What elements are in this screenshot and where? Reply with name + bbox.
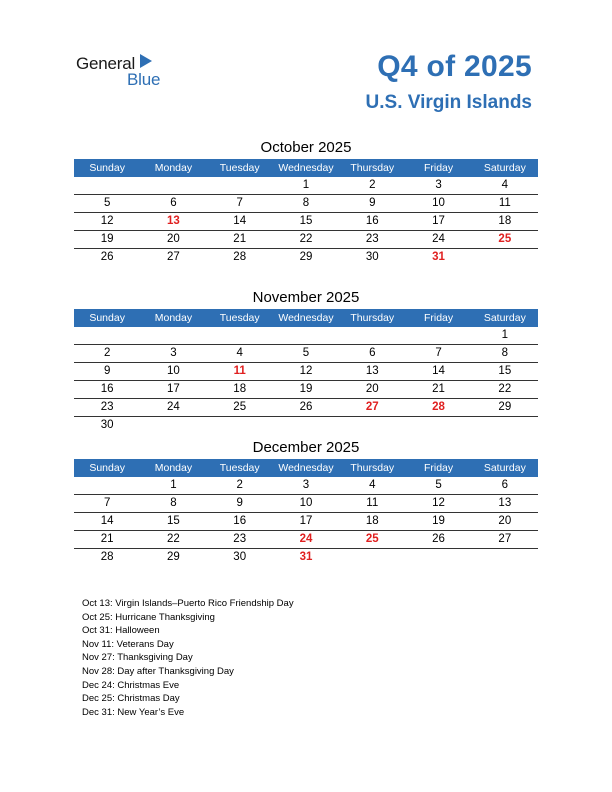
page-subtitle: U.S. Virgin Islands [365, 92, 532, 113]
empty-day-cell [140, 417, 206, 434]
day-cell: 26 [432, 533, 445, 545]
day-cell: 30 [233, 551, 247, 563]
holiday-day-cell: 31 [432, 251, 445, 263]
empty-day-cell [140, 327, 206, 344]
weekday-label: Thursday [350, 312, 395, 324]
day-cell: 22 [498, 383, 512, 395]
day-cell: 5 [302, 347, 310, 359]
week-row [74, 513, 538, 531]
empty-day-cell [405, 417, 471, 434]
weekday-label: Tuesday [219, 462, 260, 474]
empty-day-cell [140, 177, 206, 194]
holiday-note: Nov 11: Veterans Day [82, 638, 174, 650]
day-cell: 3 [170, 347, 177, 359]
day-cell: 29 [498, 401, 512, 413]
weekday-label: Sunday [89, 312, 125, 324]
empty-day-cell [74, 477, 140, 494]
week-row [74, 477, 538, 495]
day-cell: 10 [299, 497, 313, 509]
logo-flag-icon [140, 54, 152, 68]
day-cell: 30 [100, 419, 114, 431]
empty-day-cell [207, 417, 273, 434]
weekday-label: Sunday [89, 162, 125, 174]
day-cell: 8 [501, 347, 509, 359]
day-cell: 8 [170, 497, 177, 509]
day-cell: 5 [435, 479, 442, 491]
month-title: December 2025 [252, 439, 360, 456]
empty-day-cell [339, 417, 405, 434]
day-cell: 7 [435, 347, 442, 359]
day-cell: 3 [302, 479, 310, 491]
day-cell: 4 [501, 179, 509, 191]
day-cell: 26 [100, 251, 114, 263]
holiday-note: Dec 25: Christmas Day [82, 693, 180, 705]
weekday-label: Wednesday [278, 312, 334, 324]
weekday-header-row [74, 459, 538, 477]
day-cell: 8 [302, 197, 310, 209]
empty-day-cell [207, 177, 273, 194]
week-row [74, 327, 538, 345]
holiday-note: Nov 28: Day after Thanksgiving Day [82, 665, 234, 677]
day-cell: 18 [233, 383, 247, 395]
day-cell: 29 [299, 251, 313, 263]
empty-day-cell [74, 327, 140, 344]
day-cell: 4 [369, 479, 376, 491]
empty-day-cell [472, 417, 538, 434]
day-cell: 21 [100, 533, 114, 545]
weekday-label: Monday [154, 462, 193, 474]
holiday-note: Oct 13: Virgin Islands–Puerto Rico Friendship Day [82, 598, 294, 609]
day-cell: 3 [435, 179, 442, 191]
holiday-day-cell: 13 [167, 215, 180, 227]
week-row [74, 381, 538, 399]
week-row [74, 549, 538, 566]
day-cell: 16 [100, 383, 114, 395]
weekday-label: Wednesday [278, 462, 334, 474]
holiday-day-cell: 28 [432, 401, 445, 413]
logo-text-blue: Blue [127, 70, 161, 89]
day-cell: 17 [167, 383, 180, 395]
day-cell: 7 [103, 497, 111, 509]
day-cell: 16 [233, 515, 247, 527]
week-row [74, 363, 538, 381]
day-cell: 14 [432, 365, 445, 377]
empty-day-cell [405, 327, 471, 344]
weekday-label: Friday [423, 462, 454, 474]
day-cell: 5 [103, 197, 111, 209]
week-row [74, 345, 538, 363]
day-cell: 9 [236, 497, 243, 509]
weekday-label: Tuesday [219, 162, 260, 174]
weekday-label: Saturday [483, 162, 526, 174]
day-cell: 23 [100, 401, 114, 413]
day-cell: 19 [100, 233, 114, 245]
day-cell: 28 [233, 251, 247, 263]
holiday-note: Oct 25: Hurricane Thanksgiving [82, 611, 215, 623]
day-cell: 23 [365, 233, 379, 245]
day-cell: 18 [498, 215, 512, 227]
month-title: November 2025 [252, 289, 360, 306]
week-row [74, 531, 538, 549]
empty-day-cell [472, 549, 538, 566]
empty-day-cell [405, 549, 471, 566]
weekday-label: Saturday [483, 312, 526, 324]
holiday-note: Dec 24: Christmas Eve [82, 679, 180, 691]
day-cell: 2 [369, 179, 376, 191]
day-cell: 20 [167, 233, 180, 245]
day-cell: 25 [233, 401, 247, 413]
holiday-day-cell: 27 [365, 401, 379, 413]
day-cell: 17 [299, 515, 313, 527]
calendar-october [74, 137, 538, 266]
logo-text-general: General [76, 54, 136, 73]
empty-day-cell [472, 249, 538, 266]
empty-day-cell [339, 327, 405, 344]
empty-day-cell [339, 549, 405, 566]
week-row [74, 231, 538, 249]
day-cell: 13 [365, 365, 379, 377]
day-cell: 18 [365, 515, 379, 527]
week-row [74, 177, 538, 195]
day-cell: 2 [103, 347, 111, 359]
holiday-note: Nov 27: Thanksgiving Day [82, 652, 193, 664]
month-title: October 2025 [260, 139, 352, 156]
day-cell: 24 [432, 233, 445, 245]
weekday-label: Sunday [89, 462, 125, 474]
weekday-header-row [74, 309, 538, 327]
day-cell: 27 [167, 251, 180, 263]
weekday-label: Wednesday [278, 162, 334, 174]
day-cell: 11 [366, 497, 379, 509]
day-cell: 10 [167, 365, 180, 377]
weekday-label: Thursday [350, 162, 395, 174]
day-cell: 13 [498, 497, 512, 509]
day-cell: 9 [103, 365, 111, 377]
week-row [74, 417, 538, 434]
weekday-label: Tuesday [219, 312, 260, 324]
week-row [74, 495, 538, 513]
day-cell: 12 [100, 215, 114, 227]
day-cell: 19 [299, 383, 313, 395]
calendar-december [74, 437, 538, 566]
day-cell: 7 [236, 197, 243, 209]
day-cell: 20 [365, 383, 379, 395]
week-row [74, 213, 538, 231]
day-cell: 30 [365, 251, 379, 263]
day-cell: 21 [233, 233, 247, 245]
weekday-label: Friday [423, 312, 454, 324]
day-cell: 15 [167, 515, 180, 527]
day-cell: 1 [170, 479, 177, 491]
empty-day-cell [273, 417, 339, 434]
weekday-label: Friday [423, 162, 454, 174]
day-cell: 20 [498, 515, 512, 527]
holiday-notes-list [82, 597, 294, 719]
day-cell: 22 [167, 533, 180, 545]
weekday-label: Thursday [350, 462, 395, 474]
holiday-day-cell: 11 [233, 365, 246, 377]
brand-logo [76, 52, 176, 92]
empty-day-cell [207, 327, 273, 344]
holiday-day-cell: 31 [299, 551, 313, 563]
calendar-november [74, 287, 538, 434]
day-cell: 19 [432, 515, 445, 527]
holiday-day-cell: 24 [299, 533, 313, 545]
day-cell: 22 [299, 233, 313, 245]
day-cell: 28 [100, 551, 114, 563]
weekday-label: Monday [154, 312, 193, 324]
day-cell: 21 [432, 383, 445, 395]
day-cell: 26 [299, 401, 313, 413]
day-cell: 23 [233, 533, 247, 545]
day-cell: 11 [498, 197, 511, 209]
weekday-header-row [74, 159, 538, 177]
empty-day-cell [273, 327, 339, 344]
day-cell: 14 [233, 215, 247, 227]
day-cell: 17 [432, 215, 445, 227]
holiday-day-cell: 25 [498, 233, 512, 245]
day-cell: 6 [170, 197, 177, 209]
day-cell: 10 [432, 197, 445, 209]
weekday-label: Monday [154, 162, 193, 174]
day-cell: 12 [299, 365, 313, 377]
day-cell: 9 [369, 197, 376, 209]
holiday-note: Oct 31: Halloween [82, 625, 160, 637]
day-cell: 24 [167, 401, 180, 413]
weekday-label: Saturday [483, 462, 526, 474]
page-title: Q4 of 2025 [377, 50, 532, 83]
day-cell: 2 [236, 479, 243, 491]
day-cell: 1 [302, 179, 310, 191]
day-cell: 16 [365, 215, 379, 227]
day-cell: 1 [501, 329, 509, 341]
holiday-note: Dec 31: New Year’s Eve [82, 706, 185, 718]
day-cell: 29 [167, 551, 180, 563]
holiday-day-cell: 25 [365, 533, 379, 545]
day-cell: 12 [432, 497, 445, 509]
day-cell: 27 [498, 533, 512, 545]
day-cell: 6 [369, 347, 376, 359]
week-row [74, 249, 538, 266]
day-cell: 14 [100, 515, 114, 527]
day-cell: 15 [498, 365, 512, 377]
empty-day-cell [74, 177, 140, 194]
day-cell: 4 [236, 347, 243, 359]
week-row [74, 399, 538, 417]
day-cell: 6 [501, 479, 509, 491]
day-cell: 15 [299, 215, 313, 227]
week-row [74, 195, 538, 213]
